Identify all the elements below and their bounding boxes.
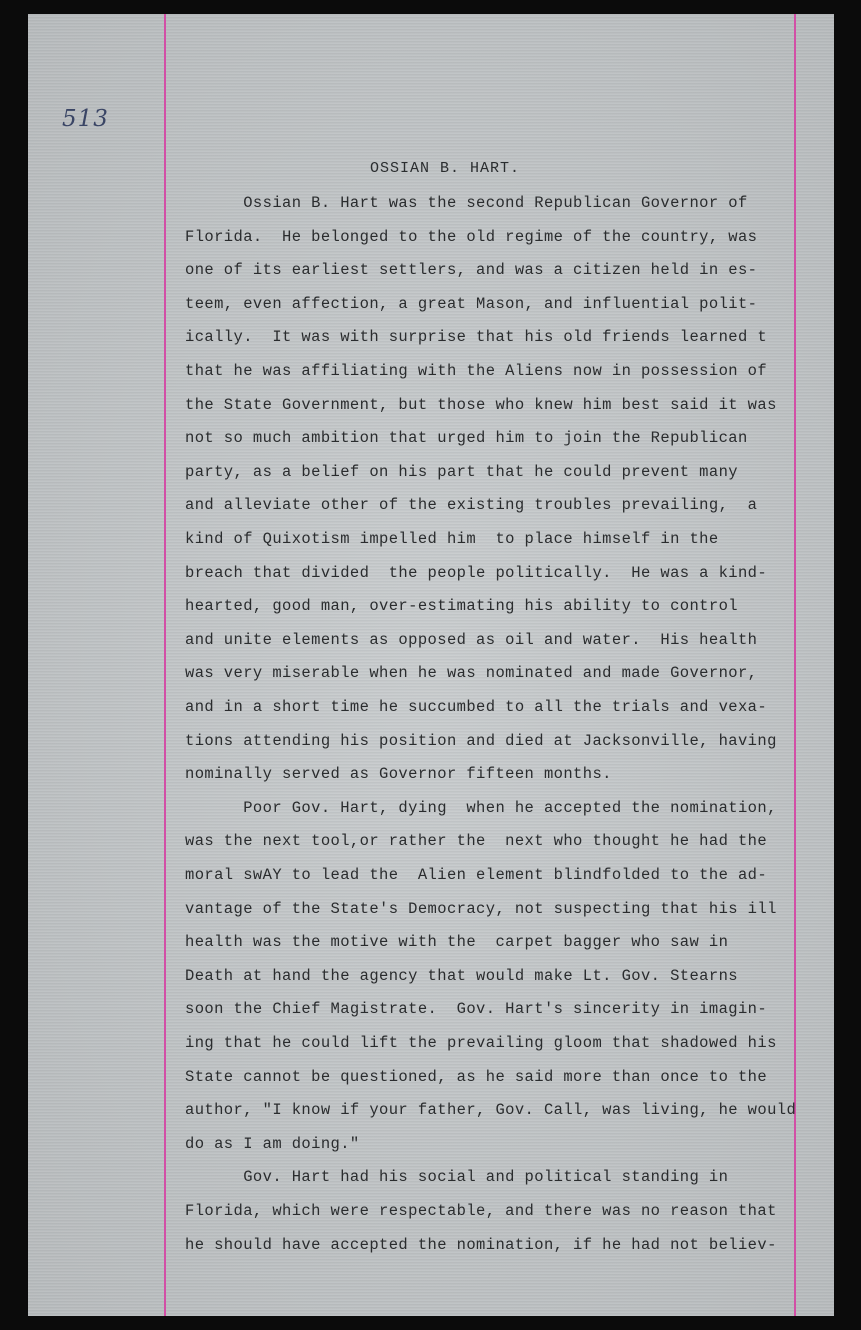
text-line: State cannot be questioned, as he said more than once to the <box>185 1067 768 1086</box>
text-line: and alleviate other of the existing troubles prevailing, a <box>185 496 758 515</box>
text-line: breach that divided the people politically. He was a kind- <box>185 563 768 582</box>
text-line: do as I am doing." <box>185 1134 360 1153</box>
text-line: was very miserable when he was nominated and made Governor, <box>185 664 758 683</box>
text-line: kind of Quixotism impelled him to place himself in the <box>185 530 719 548</box>
text-line: nominally served as Governor fifteen months. <box>185 765 612 784</box>
text-line: health was the motive with the carpet bagger who saw in <box>185 933 729 952</box>
text-line: moral swAY to lead the Alien element blindfolded to the ad- <box>185 866 768 884</box>
text-line: one of its earliest settlers, and was a citizen held in es- <box>185 261 758 280</box>
text-line: teem, even affection, a great Mason, and influential polit- <box>185 294 758 313</box>
text-line: the State Government, but those who knew him best said it was <box>185 395 777 414</box>
text-line: he should have accepted the nomination, if he had not believ- <box>185 1235 777 1254</box>
text-line: and unite elements as opposed as oil and water. His health <box>185 630 758 649</box>
text-line: Ossian B. Hart was the second Republican Governor of <box>185 194 748 212</box>
text-line: tions attending his position and died at Jacksonville, having <box>185 731 777 750</box>
typed-page <box>28 14 834 1316</box>
text-line: Gov. Hart had his social and political standing in <box>185 1168 729 1187</box>
text-line: ing that he could lift the prevailing gloom that shadowed his <box>185 1034 777 1052</box>
text-line: author, "I know if your father, Gov. Call, was living, he would <box>185 1101 797 1120</box>
text-line: was the next tool,or rather the next who thought he had the <box>185 832 768 851</box>
text-line: and in a short time he succumbed to all the trials and vexa- <box>185 698 768 716</box>
left-margin-line <box>164 14 166 1316</box>
text-line: Florida. He belonged to the old regime of the country, was <box>185 227 758 246</box>
text-line: Poor Gov. Hart, dying when he accepted the nomination, <box>185 798 777 817</box>
text-line: vantage of the State's Democracy, not suspecting that his ill <box>185 899 777 918</box>
page-title: OSSIAN B. HART. <box>370 160 521 177</box>
text-line: that he was affiliating with the Aliens now in possession of <box>185 362 768 380</box>
text-line: Florida, which were respectable, and there was no reason that <box>185 1202 777 1220</box>
text-line: soon the Chief Magistrate. Gov. Hart's sincerity in imagin- <box>185 1000 768 1019</box>
text-line: Death at hand the agency that would make Lt. Gov. Stearns <box>185 966 738 985</box>
text-line: not so much ambition that urged him to join the Republican <box>185 429 748 448</box>
text-line: party, as a belief on his part that he could prevent many <box>185 462 738 481</box>
text-line: ically. It was with surprise that his old friends learned t <box>185 328 768 347</box>
text-line: hearted, good man, over-estimating his ability to control <box>185 597 738 616</box>
handwritten-page-number: 513 <box>62 106 109 132</box>
